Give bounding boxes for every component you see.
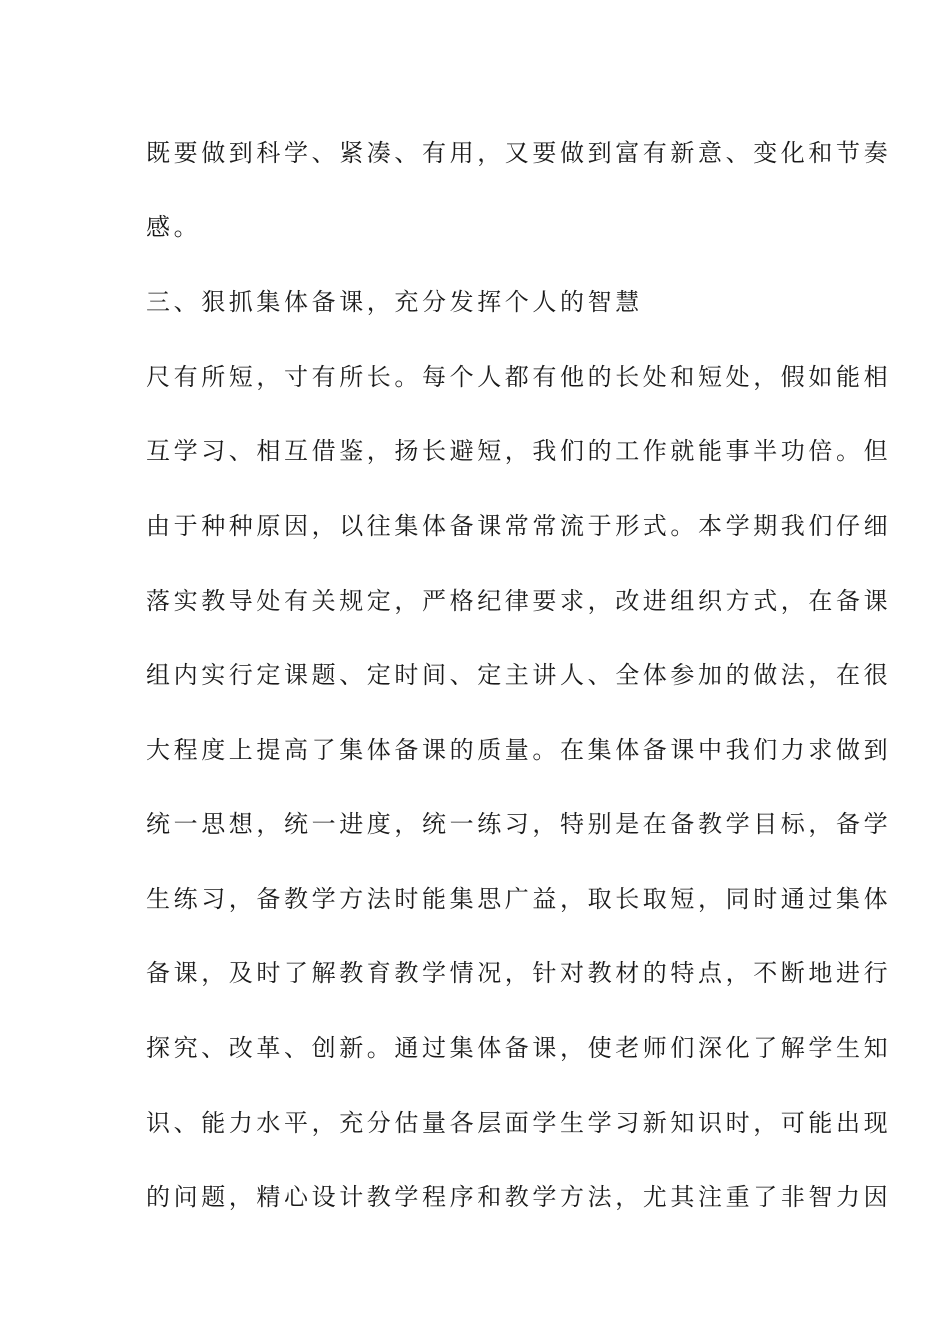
text-line: 大程度上提高了集体备课的质量。在集体备课中我们力求做到 — [146, 736, 892, 764]
text-line: 生练习，备教学方法时能集思广益，取长取短，同时通过集体 — [146, 885, 892, 913]
text-line: 由于种种原因，以往集体备课常常流于形式。本学期我们仔细 — [146, 512, 892, 540]
text-line: 统一思想，统一进度，统一练习，特别是在备教学目标，备学 — [146, 810, 892, 838]
text-line: 既要做到科学、紧凑、有用，又要做到富有新意、变化和节奏 — [146, 139, 892, 167]
text-line: 备课，及时了解教育教学情况，针对教材的特点，不断地进行 — [146, 959, 892, 987]
text-line: 感。 — [146, 213, 202, 241]
text-line: 落实教导处有关规定，严格纪律要求，改进组织方式，在备课 — [146, 587, 892, 615]
text-line: 互学习、相互借鉴，扬长避短，我们的工作就能事半功倍。但 — [146, 437, 892, 465]
text-line: 探究、改革、创新。通过集体备课，使老师们深化了解学生知 — [146, 1034, 892, 1062]
text-line: 的问题，精心设计教学程序和教学方法，尤其注重了非智力因 — [146, 1183, 892, 1211]
text-line: 组内实行定课题、定时间、定主讲人、全体参加的做法，在很 — [146, 661, 892, 689]
text-line: 识、能力水平，充分估量各层面学生学习新知识时，可能出现 — [146, 1109, 892, 1137]
text-line: 尺有所短，寸有所长。每个人都有他的长处和短处，假如能相 — [146, 363, 892, 391]
section-heading: 三、狠抓集体备课，充分发挥个人的智慧 — [146, 288, 643, 316]
